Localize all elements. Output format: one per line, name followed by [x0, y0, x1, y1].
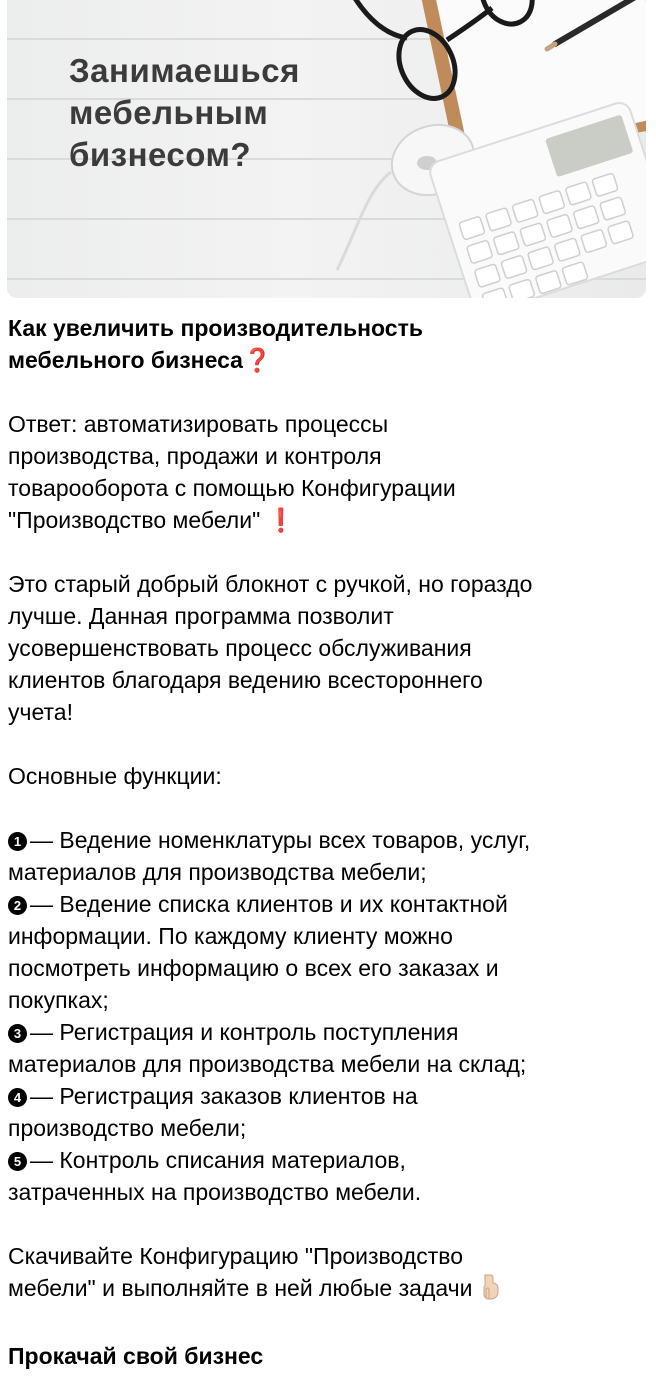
question-mark-icon: ❓	[242, 347, 272, 373]
footer-heading: Прокачай свой бизнес	[8, 1343, 264, 1369]
paragraph-gap	[8, 728, 648, 760]
post-text	[8, 312, 648, 1372]
intro-paragraph: Это старый добрый блокнот с ручкой, но гораздо лучше. Данная программа позволит усовершенствовать процесс обслуживания клиентов благодаря ведению всестороннего учета!	[8, 571, 533, 725]
paragraph-gap	[8, 536, 648, 568]
feature-item	[8, 1016, 648, 1080]
answer-paragraph	[8, 408, 648, 536]
feature-item	[8, 1080, 648, 1144]
paragraph-gap	[8, 376, 648, 408]
number-4-icon: 4	[8, 1088, 27, 1107]
number-2-icon: 2	[8, 896, 27, 915]
cta-paragraph	[8, 1240, 648, 1308]
paragraph-gap	[8, 1308, 648, 1340]
paragraph-gap	[8, 1208, 648, 1240]
number-1-icon: 1	[8, 832, 27, 851]
feature-item	[8, 1144, 648, 1208]
cta-text: Скачивайте Конфигурацию "Производство мебели" и выполняйте в ней любые задачи	[8, 1243, 473, 1301]
pointing-down-hand-icon	[479, 1274, 499, 1308]
exclamation-mark-icon: ❗	[266, 507, 296, 533]
feature-text: — Ведение списка клиентов и их контактной информации. По каждому клиенту можно посмотреть информацию о всех его заказах и покупках;	[8, 891, 508, 1013]
number-5-icon: 5	[8, 1152, 27, 1171]
feature-text: — Ведение номенклатуры всех товаров, услуг, материалов для производства мебели;	[8, 827, 531, 885]
feature-item	[8, 888, 648, 1016]
feature-text: — Регистрация и контроль поступления материалов для производства мебели на склад;	[8, 1019, 527, 1077]
number-3-icon: 3	[8, 1024, 27, 1043]
feature-text: — Регистрация заказов клиентов на производство мебели;	[8, 1083, 418, 1141]
post-heading-text: Как увеличить производительность мебельного бизнеса	[8, 315, 423, 373]
post-banner-image[interactable]	[7, 0, 646, 298]
banner-headline: Занимаешься мебельным бизнесом?	[69, 52, 300, 173]
answer-text: Ответ: автоматизировать процессы производства, продажи и контроля товарооборота с помощью Конфигурации "Производство мебели"	[8, 411, 456, 533]
paragraph-gap	[8, 792, 648, 824]
feature-item	[8, 824, 648, 888]
features-title: Основные функции:	[8, 763, 222, 789]
feature-text: — Контроль списания материалов, затраченных на производство мебели.	[8, 1147, 422, 1205]
post-heading	[8, 312, 648, 376]
